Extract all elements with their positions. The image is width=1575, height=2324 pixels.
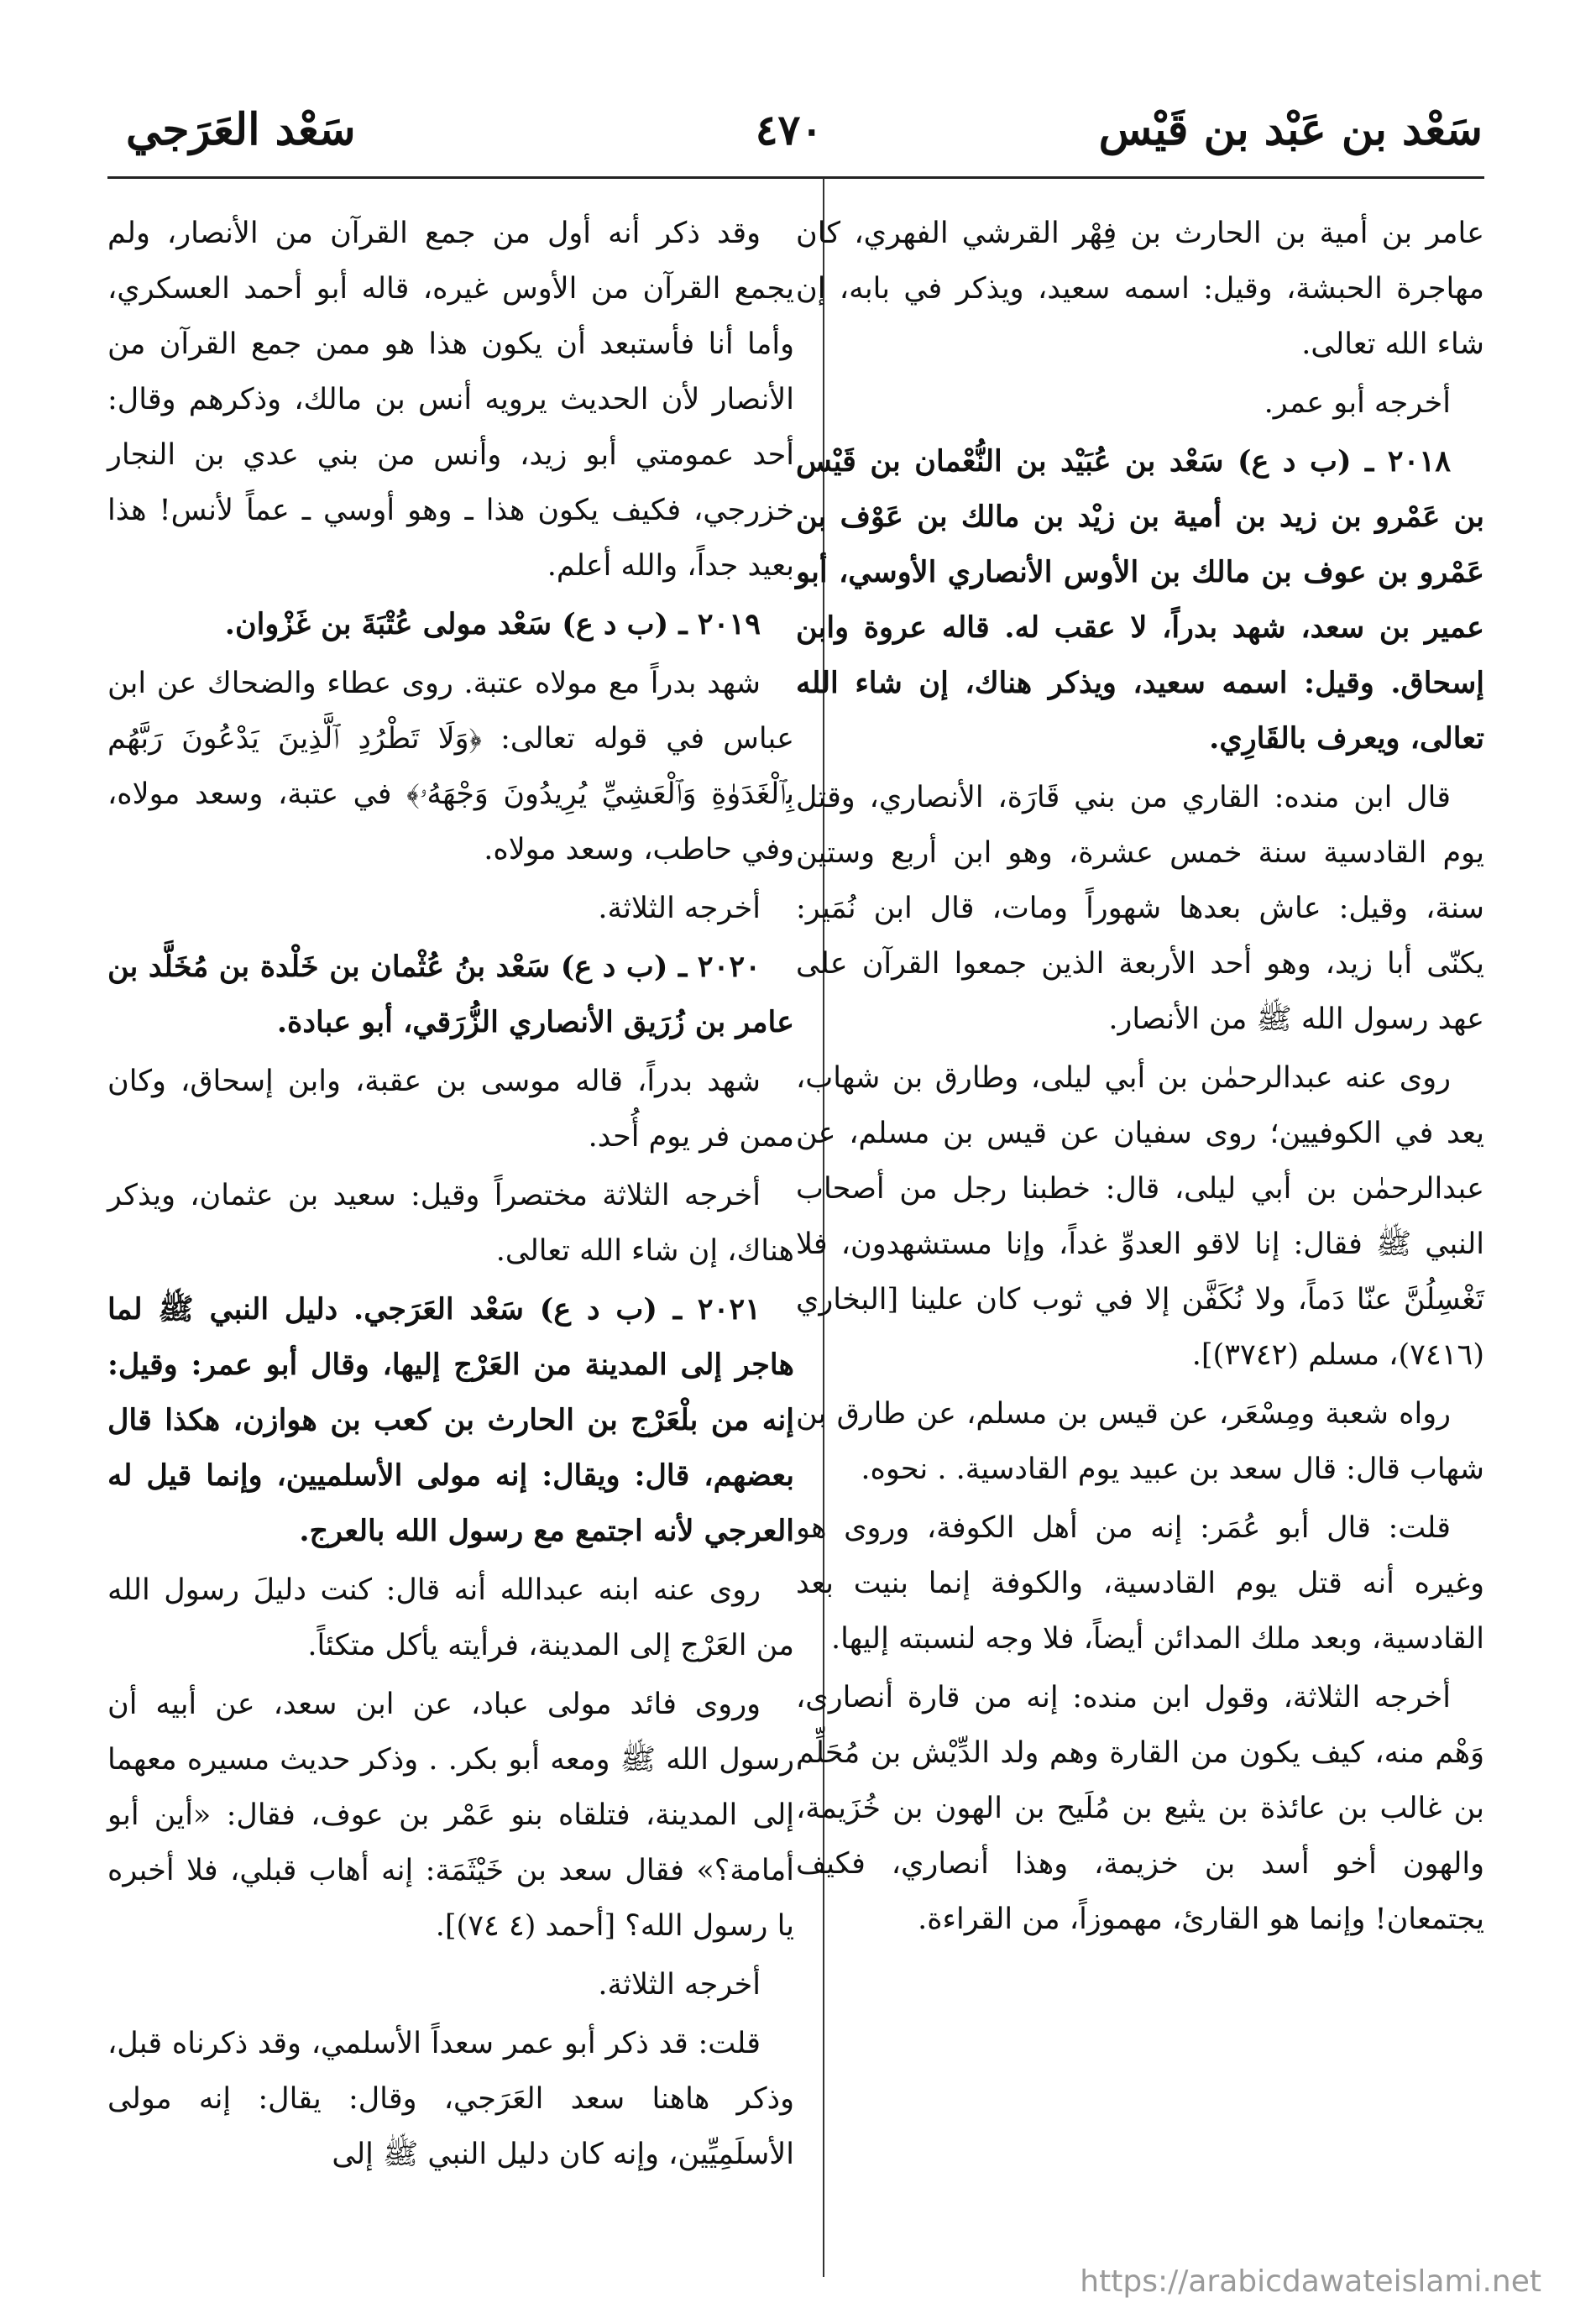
paragraph: أخرجه الثلاثة، وقول ابن منده: إنه من قارة أنصارى، وَهْم منه، كيف يكون من القارة وهم ولد الدِّيْش بن مُحَلِّم بن غالب بن عائذة بن يثيع بن مُلَيح بن الهون بن خُزَيمة، والهون أخو أسد بن خزيمة، وهذا أنصاري، فكيف يجتمعان! وإنما هو القارئ، مهموزاً، من القراءة. [796, 1681, 1485, 1936]
paragraph: قال ابن منده: القاري من بني قَارَة، الأنصاري، وقتل يوم القادسية سنة خمس عشرة، وهو ابن أربع وستين سنة، وقيل: عاش بعدها شهوراً ومات، قال ابن نُمَير: يكنّى أبا زيد، وهو أحد الأربعة الذين جمعوا القرآن على عهد رسول الله ﷺ من الأنصار. [796, 781, 1484, 1036]
paragraph: شهد بدراً مع مولاه عتبة. روى عطاء والضحاك عن ابن عباس في قوله تعالى: ﴿وَلَا تَطْرُدِ ٱلَّذِينَ يَدْعُونَ رَبَّهُم بِٱلْغَدَوٰةِ وَٱلْعَشِيِّ يُرِيدُونَ وَجْهَهُۥ﴾ في عتبة، وسعد مولاه، وفي حاطب، وسعد مولاه. [107, 667, 794, 866]
paragraph: قلت: قال أبو عُمَر: إنه من أهل الكوفة، وروى هو وغيره أنه قتل يوم القادسية، والكوفة إنما بنيت بعد القادسية، وبعد ملك المدائن أيضاً، فلا وجه لنسبته إليها. [796, 1511, 1484, 1656]
entry-heading-2018: ٢٠١٨ ـ (ب د ع) سَعْد بن عُبَيْد بن النُّعْمان بن قَيْس بن عَمْرو بن زيد بن أمية بن زيْد بن مالك بن عَوْف بن عَمْرو بن عوف بن مالك بن الأوس الأنصاري الأوسي، أبو عمير بن سعد، شهد بدراً، لا عقب له. قاله عروة وابن إسحاق. وقيل: اسمه سعيد، ويذكر هناك، إن شاء الله تعالى، ويعرف بالقَارِي. [796, 444, 1484, 756]
entry-heading-2020: ٢٠٢٠ ـ (ب د ع) سَعْد بنُ عُثْمان بن خَلْدة بن مُخَلَّد بن عامر بن زُرَيق الأنصاري الزُّرَقي، أبو عبادة. [107, 950, 794, 1039]
paragraph: وروى فائد مولى عباد، عن ابن سعد، عن أبيه أن رسول الله ﷺ ومعه أبو بكر. . وذكر حديث مسيره معهما إلى المدينة، فتلقاه بنو عَمْر بن عوف، فقال: «أين أبو أمامة؟» فقال سعد بن خَيْثَمَة: إنه أهاب قبلي، فلا أخبره يا رسول الله؟ [أحمد (٤ ٧٤)]. [107, 1688, 794, 1943]
paragraph: أخرجه الثلاثة. [598, 892, 761, 925]
paragraph: عامر بن أمية بن الحارث بن فِهْر القرشي الفهري، كان مهاجرة الحبشة، وقيل: اسمه سعيد، ويذكر في بابه، إن شاء الله تعالى. [796, 217, 1484, 361]
header-rule [107, 176, 1484, 179]
entry-heading-2019: ٢٠١٩ ـ (ب د ع) سَعْد مولى عُتْبَةَ بن غَزْوان. [224, 607, 761, 641]
paragraph: روى عنه ابنه عبدالله أنه قال: كنت دليلَ رسول الله من العَرْج إلى المدينة، فرأيته يأكل متكئاً. [107, 1573, 794, 1662]
paragraph: قلت: قد ذكر أبو عمر سعداً الأسلمي، وقد ذكرناه قبل، وذكر هاهنا سعد العَرَجي، وقال: يقال: إنه مولى الأسلَمِيِّين، وإنه كان دليل النبي ﷺ إلى [107, 2027, 794, 2171]
right-column [796, 206, 1484, 1950]
left-column [107, 206, 794, 2185]
running-header-right: سَعْد بن عَبْد بن قَيْس [1098, 104, 1483, 155]
paragraph: شهد بدراً، قاله موسى بن عقبة، وابن إسحاق، وكان ممن فر يوم أُحد. [107, 1065, 794, 1154]
paragraph: أخرجه الثلاثة مختصراً وقيل: سعيد بن عثمان، ويذكر هناك، إن شاء الله تعالى. [107, 1179, 794, 1268]
paragraph: أخرجه أبو عمر. [1264, 386, 1451, 420]
paragraph: روى عنه عبدالرحمٰن بن أبي ليلى، وطارق بن شهاب، يعد في الكوفيين؛ روى سفيان عن قيس بن مسلم، عن عبدالرحمٰن بن أبي ليلى، قال: خطبنا رجل من أصحاب النبي ﷺ فقال: إنا لاقو العدوِّ غداً، وإنا مستشهدون، فلا تَغْسِلُنَّ عنّا دَماً، ولا نُكَفَّن إلا في ثوب كان علينا [البخاري (٧٤١٦)، مسلم (٣٧٤٢)]. [796, 1061, 1484, 1372]
paragraph: أخرجه الثلاثة. [598, 1968, 761, 2002]
paragraph: وقد ذكر أنه أول من جمع القرآن من الأنصار، ولم يجمع القرآن من الأوس غيره، قاله أبو أحمد العسكري، وأما أنا فأستبعد أن يكون هذا هو ممن جمع القرآن من الأنصار لأن الحديث يرويه أنس بن مالك، وذكرهم وقال: أحد عمومتي أبو زيد، وأنس من بني عدي بن النجار خزرجي، فكيف يكون هذا ـ وهو أوسي ـ عماً لأنس! هذا بعيد جداً، والله أعلم. [107, 217, 794, 583]
entry-heading-2021: ٢٠٢١ ـ (ب د ع) سَعْد العَرَجي. دليل النبي ﷺ لما هاجر إلى المدينة من العَرْج إليها، وقال أبو عمر: وقيل: إنه من بلْعَرْج بن الحارث بن كعب بن هوازن، هكذا قال بعضهم، قال: ويقال: إنه مولى الأسلميين، وإنما قيل له العرجي لأنه اجتمع مع رسول الله بالعرج. [107, 1292, 794, 1548]
running-header-left: سَعْد العَرَجي [126, 104, 356, 155]
paragraph: رواه شعبة ومِسْعَر، عن قيس بن مسلم، عن طارق بن شهاب قال: قال سعد بن عبيد يوم القادسية. . نحوه. [796, 1397, 1484, 1486]
watermark-url: https://arabicdawateislami.net [1080, 2264, 1541, 2299]
page-number: ٤٧٠ [755, 105, 824, 154]
